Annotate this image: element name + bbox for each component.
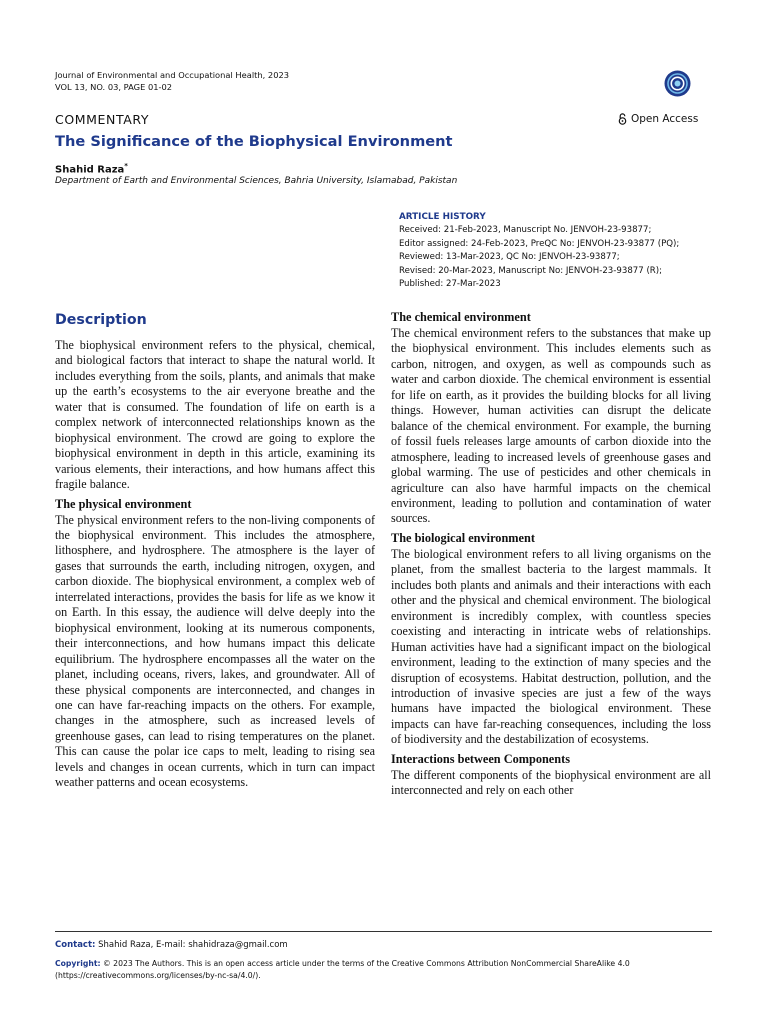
interactions-heading: Interactions between Components xyxy=(391,751,570,766)
history-published: Published: 27-Mar-2023 xyxy=(399,279,501,290)
article-type: COMMENTARY xyxy=(55,112,150,127)
open-lock-icon xyxy=(618,113,627,125)
description-heading: Description xyxy=(55,312,147,328)
biological-paragraph: The biological environment refers to all living organisms on the planet, from the smallest bacteria to the largest mammals. It includes both plants and animals and their interactions with each other and the physical and chemical environment. The biological environment is incredibly complex, with countless species coexisting and interacting in intricate webs of relationships. Human activities have had a significant impact on the biological environment, leading to the extinction of many species and the disruption of ecosystems. Habitat destruction, pollution, and the introduction of invasive species are just a few of the ways humans have impacted the biological environment. These impacts can have far-reaching consequences, including the loss of biodiversity and the destabilization of ecosystems. xyxy=(391,546,711,747)
author-mark: * xyxy=(124,162,128,170)
author xyxy=(55,162,128,175)
article-title: The Significance of the Biophysical Environment xyxy=(55,133,453,150)
history-received: Received: 21-Feb-2023, Manuscript No. JENVOH-23-93877; xyxy=(399,225,652,236)
chemical-paragraph: The chemical environment refers to the substances that make up the biophysical environment. This includes elements such as carbon, nitrogen, and oxygen, as well as compounds such as water and carbon dioxide. The chemical environment is essential for life on earth, as it provides the building blocks for all living things. However, human activities can disrupt the delicate balance of the chemical environment. For example, the burning of fossil fuels releases large amounts of carbon dioxide into the atmosphere, leading to increased levels of greenhouse gases and global warming. The use of pesticides and other chemicals in agriculture can also have harmful impacts on the chemical environment, leading to pollution and contamination of water sources. xyxy=(391,326,711,526)
open-access-label: Open Access xyxy=(631,113,699,125)
history-editor-assigned: Editor assigned: 24-Feb-2023, PreQC No: JENVOH-23-93877 (PQ); xyxy=(399,238,680,249)
author-name: Shahid Raza xyxy=(55,164,125,176)
copyright-text: © 2023 The Authors. This is an open access article under the terms of the Creative Commons Attribution NonCommercial ShareAlike 4.0 (https://creativecommons.org/licenses/by-nc-sa/4.0/). xyxy=(55,959,630,980)
biological-heading: The biological environment xyxy=(391,530,535,545)
contact-text: Shahid Raza, E-mail: shahidraza@gmail.com xyxy=(98,940,288,950)
author-affiliation: Department of Earth and Environmental Sciences, Bahria University, Islamabad, Pakistan xyxy=(55,176,458,186)
journal-volume: VOL 13, NO. 03, PAGE 01-02 xyxy=(55,82,173,92)
physical-heading: The physical environment xyxy=(55,496,192,511)
history-title: ARTICLE HISTORY xyxy=(399,212,486,222)
copyright-notice xyxy=(55,958,695,981)
open-access-badge xyxy=(618,113,698,125)
journal-name: Journal of Environmental and Occupational Health, 2023 xyxy=(55,70,290,80)
right-column xyxy=(391,309,711,799)
journal-logo-icon xyxy=(664,70,691,97)
journal-info xyxy=(55,69,289,93)
left-column xyxy=(55,312,375,791)
history-revised: Revised: 20-Mar-2023, Manuscript No: JENVOH-23-93877 (R); xyxy=(399,265,663,276)
interactions-paragraph: The different components of the biophysical environment are all interconnected and rely on each other xyxy=(391,767,711,798)
contact-label: Contact: xyxy=(55,940,96,950)
description-paragraph: The biophysical environment refers to the physical, chemical, and biological factors that interact to shape the natural world. It includes everything from the soils, plants, and animals that make up the earth’s ecosystems to the air everyone breathe and the water that is consumed. The foundation of life on earth is a complex network of interconnected relationships known as the biophysical environment. The crowd are going to explore the biophysical environment in depth in this article, examining its various elements, their interactions, and how humans affect this fragile balance. xyxy=(55,338,375,492)
physical-paragraph: The physical environment refers to the non-living components of the biophysical environment. This includes the atmosphere, lithosphere, and hydrosphere. The atmosphere is the layer of gases that surrounds the earth, including nitrogen, oxygen, and carbon dioxide. The biophysical environment, a complex web of interrelated interactions, provides the basis for life as we know it on Earth. In this essay, the audience will delve deeply into the biophysical environment, looking at its numerous components, their interconnections, and how humans impact this delicate equilibrium. The hydrosphere encompasses all the water on the planet, including oceans, rivers, lakes, and groundwater. All of these physical components are interconnected, and changes in one can have far-reaching impacts on the others. For example, changes in the atmosphere, such as increased levels of greenhouse gases, can lead to rising temperatures on the planet. This can cause the polar ice caps to melt, leading to rising sea levels and changes in ocean currents, which in turn can impact weather patterns and ocean ecosystems. xyxy=(55,512,375,790)
copyright-label: Copyright: xyxy=(55,959,101,968)
contact-line xyxy=(55,940,288,950)
history-reviewed: Reviewed: 13-Mar-2023, QC No: JENVOH-23-93877; xyxy=(399,252,620,263)
article-history xyxy=(399,211,679,291)
chemical-heading: The chemical environment xyxy=(391,310,531,324)
footer-divider xyxy=(55,931,712,932)
